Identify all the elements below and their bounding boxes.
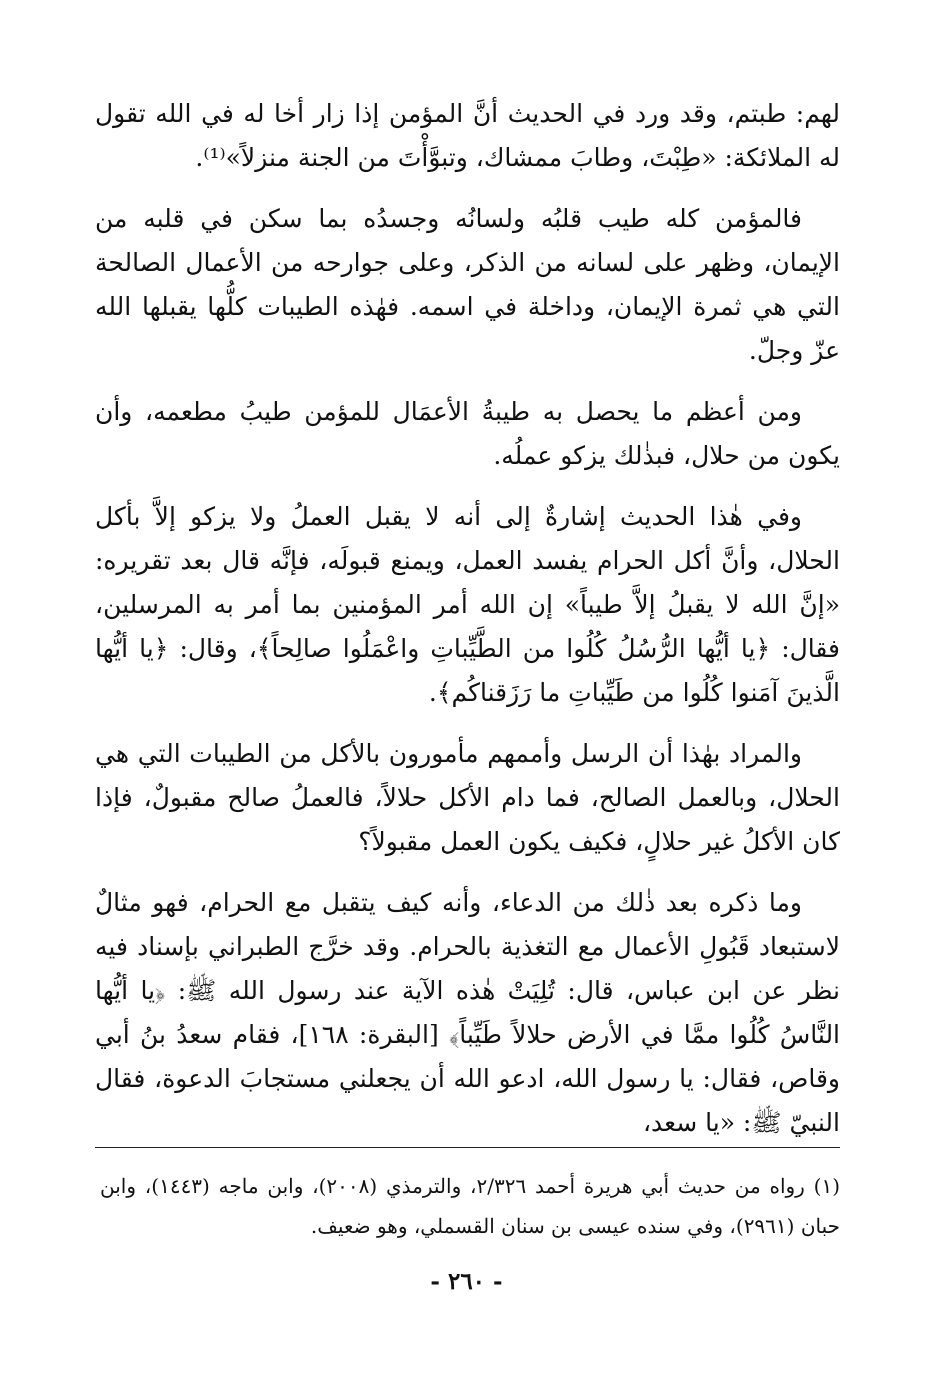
paragraph-gap xyxy=(95,478,840,495)
paragraph-gap xyxy=(95,715,840,732)
paragraph-4: وفي هٰذا الحديث إشارةٌ إلى أنه لا يقبل العملُ ولا يزكو إلاَّ بأكل الحلال، وأنَّ أكل الحرام يفسد العمل، ويمنع قبولَه، فإنَّه قال بعد تقريره: «إنَّ الله لا يقبلُ إلاَّ طيباً» إن الله أمر المؤمنين بما أمر به المرسلين، فقال: ﴿يا أيُّها الرُّسُلُ كُلُوا من الطَّيِّباتِ واعْمَلُوا صالِحاً﴾، وقال: ﴿يا أيُّها الَّذينَ آمَنوا كُلُوا من طَيِّباتِ ما رَزَقناكُم﴾. xyxy=(95,502,840,707)
paragraph-2: فالمؤمن كله طيب قلبُه ولسانُه وجسدُه بما سكن في قلبه من الإيمان، وظهر على لسانه من الذكر، وعلى جوارحه من الأعمال الصالحة التي هي ثمرة الإيمان، وداخلة في اسمه. فهٰذه الطيبات كلُّها يقبلها الله عزّ وجلّ. xyxy=(95,204,840,365)
paragraph-5: والمراد بهٰذا أن الرسل وأممهم مأمورون بالأكل من الطيبات التي هي الحلال، وبالعمل الصالح، فما دام الأكل حلالاً، فالعملُ صالح مقبولٌ، فإذا كان الأكلُ غير حلالٍ، فكيف يكون العمل مقبولاً؟ xyxy=(95,739,840,856)
paragraph-6: وما ذكره بعد ذٰلك من الدعاء، وأنه كيف يتقبل مع الحرام، فهو مثالٌ لاستبعاد قَبُولِ الأعمال مع التغذية بالحرام. وقد خرَّج الطبراني بإسناد فيه نظر عن ابن عباس، قال: تُلِيَتْ هٰذه الآية عند رسول الله ﷺ: ﴿يا أيُّها النَّاسُ كُلُوا ممَّا في الأرض حلالاً طَيِّباً﴾ [البقرة: ١٦٨]، فقام سعدُ بنُ أبي وقاص، فقال: يا رسول الله، ادعو الله أن يجعلني مستجابَ الدعوة، فقال النبيّ ﷺ: «يا سعد، xyxy=(95,888,841,1137)
paragraph-3: ومن أعظم ما يحصل به طيبةُ الأعمَال للمؤمن طيبُ مطعمه، وأن يكون من حلال، فبذٰلك يزكو عملُه. xyxy=(95,397,840,470)
paragraph-gap xyxy=(95,373,840,390)
footnote-separator xyxy=(95,1147,840,1148)
footnotes xyxy=(100,1166,840,1246)
page-number: - ٢٦٠ - xyxy=(430,1268,503,1295)
paragraph-gap xyxy=(95,180,840,197)
paragraph-gap xyxy=(95,864,840,881)
paragraph-1: لهم: طبتم، وقد ورد في الحديث أنَّ المؤمن إذا زار أخا له في الله تقول له الملائكة: «طِبْتَ، وطابَ ممشاك، وتبوَّأْتَ من الجنة منزلاً»⁽¹⁾. xyxy=(95,99,840,172)
footnote-1: (١) رواه من حديث أبي هريرة أحمد ٢/٣٢٦، والترمذي (٢٠٠٨)، وابن ماجه (١٤٤٣)، وابن حبان (٢٩٦١)، وفي سنده عيسى بن سنان القسملي، وهو ضعيف. xyxy=(100,1174,840,1238)
